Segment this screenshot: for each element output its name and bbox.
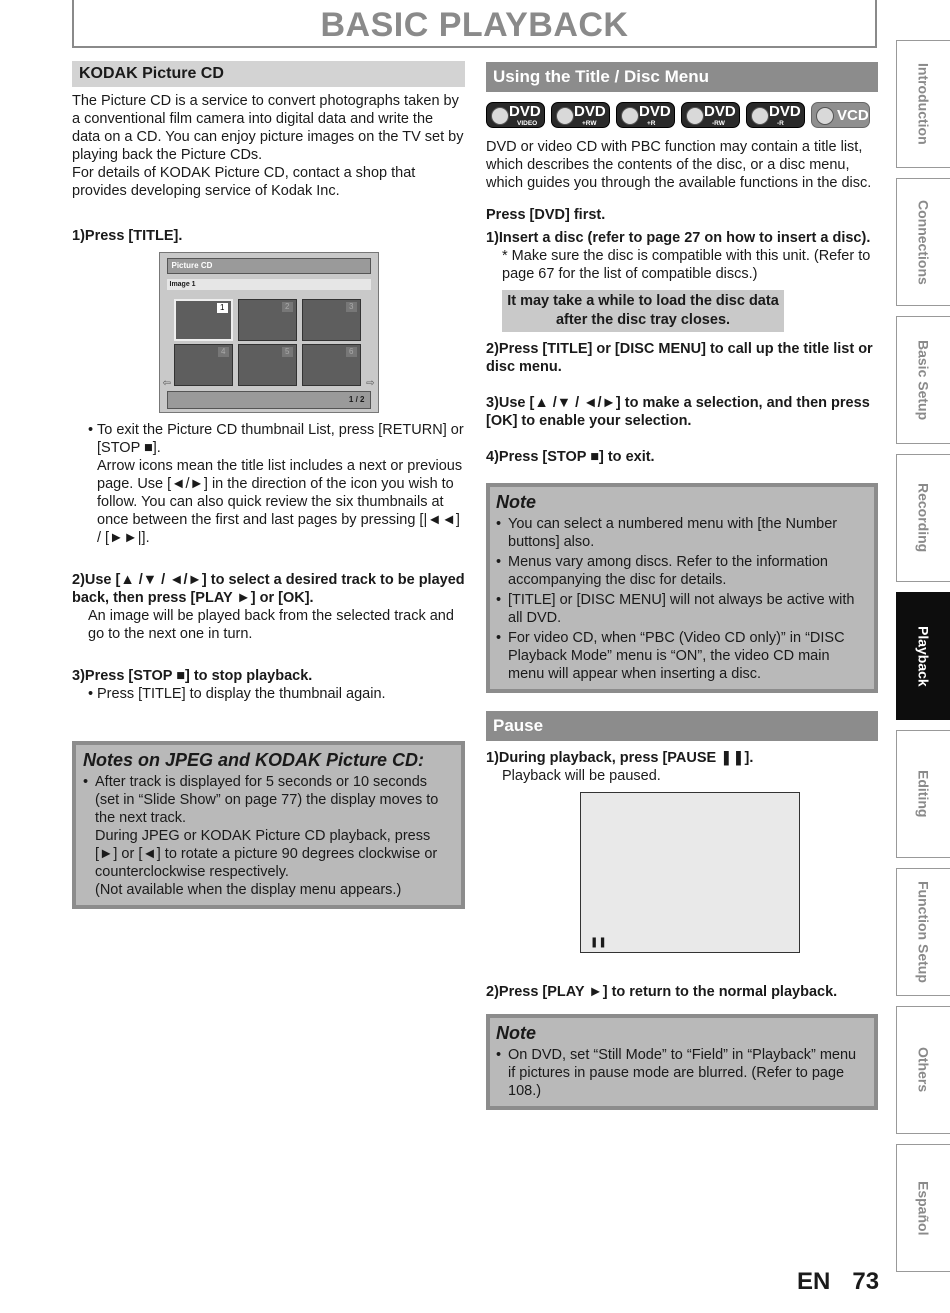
title-menu-note-4: • For video CD, when “PBC (Video CD only)” in “DISC Playback Mode” menu is “ON”, the video CD main menu will appear when inserting a disc. (496, 629, 866, 683)
disc-logo-row (486, 102, 878, 128)
pause-note-1: • On DVD, set “Still Mode” to “Field” in “Playback” menu if pictures in pause mode are blurred. (Refer to page 108.) (496, 1046, 866, 1100)
tab-basic-setup[interactable]: Basic Setup (896, 316, 950, 444)
title-menu-intro: DVD or video CD with PBC function may contain a title list, which describes the contents of the disc, or a disc menu, which guides you through the available functions in the disc. (486, 139, 872, 191)
tab-others[interactable]: Others (896, 1006, 950, 1134)
title-menu-note-1: • You can select a numbered menu with [the Number buttons] also. (496, 515, 866, 551)
title-menu-note-title: Note (496, 492, 536, 512)
title-menu-step-2: 2)Press [TITLE] or [DISC MENU] to call up the title list or disc menu. (486, 341, 873, 375)
kodak-heading: KODAK Picture CD (72, 61, 465, 87)
kodak-step-1: 1)Press [TITLE]. (72, 228, 183, 244)
pause-heading: Pause (486, 711, 878, 741)
page-number: 73 (852, 1268, 880, 1295)
arrow-right-icon[interactable]: ⇨ (366, 378, 375, 389)
tab-connections[interactable]: Connections (896, 178, 950, 306)
kodak-intro-2: For details of KODAK Picture CD, contact a shop that provides developing service of Kodak Inc. (72, 165, 416, 199)
thumbnail[interactable]: 3 (302, 299, 361, 341)
dvd-minus-rw-logo-icon: DVD -RW (681, 102, 740, 128)
screen-image-label: Image 1 (167, 279, 371, 290)
thumbnail[interactable]: 5 (238, 344, 297, 386)
kodak-step-3: 3)Press [STOP ■] to stop playback. (72, 668, 313, 684)
title-menu-heading: Using the Title / Disc Menu (486, 62, 878, 92)
pause-note-box (486, 1014, 878, 1110)
notes-jpeg-item (83, 773, 453, 899)
title-menu-step-1: 1)Insert a disc (refer to page 27 on how to insert a disc). (486, 230, 871, 246)
thumbnail[interactable]: 6 (302, 344, 361, 386)
tab-recording[interactable]: Recording (896, 454, 950, 582)
pause-step-1-desc: Playback will be paused. (502, 768, 661, 784)
picture-cd-screen (159, 252, 379, 413)
screen-page-indicator: 1 / 2 (167, 391, 371, 409)
load-callout: It may take a while to load the disc data after the disc tray closes. (502, 290, 784, 332)
arrow-left-icon[interactable]: ⇦ (162, 378, 171, 389)
screen-title-bar: Picture CD (167, 258, 371, 274)
pause-icon: ❚❚ (590, 937, 607, 948)
dvd-video-logo-icon: DVD VIDEO (486, 102, 545, 128)
right-column (486, 62, 878, 1110)
title-menu-note-box (486, 483, 878, 693)
kodak-step-2-desc: An image will be played back from the selected track and go to the next one in turn. (88, 608, 454, 642)
page-footer (797, 1268, 879, 1296)
pause-step-1: 1)During playback, press [PAUSE ❚❚]. (486, 750, 754, 766)
thumbnail[interactable]: 1 (174, 299, 233, 341)
pause-note-title: Note (496, 1023, 536, 1043)
title-menu-note-3: • [TITLE] or [DISC MENU] will not always be active with all DVD. (496, 591, 866, 627)
thumbnail[interactable]: 2 (238, 299, 297, 341)
pause-step-2: 2)Press [PLAY ►] to return to the normal playback. (486, 984, 838, 1000)
footer-language: EN (797, 1268, 831, 1295)
thumbnail[interactable]: 4 (174, 344, 233, 386)
kodak-intro-1: The Picture CD is a service to convert photographs taken by a conventional film camera into digital data and write the data on a CD. You can enjoy picture images on the TV set by playing back the Picture CDs. (72, 93, 464, 163)
title-menu-step-1-note: * Make sure the disc is compatible with this unit. (Refer to page 67 for the list of compatible discs.) (502, 248, 871, 282)
left-column (72, 61, 465, 909)
notes-jpeg-item-2: During JPEG or KODAK Picture CD playback, press [►] or [◄] to rotate a picture 90 degrees clockwise or counterclockwise respectively. (95, 828, 438, 880)
kodak-step-2: 2)Use [▲ /▼ / ◄/►] to select a desired track to be played back, then press [PLAY ►] or [OK]. (72, 572, 465, 606)
kodak-bullet-1-text: • To exit the Picture CD thumbnail List, press [RETURN] or [STOP ■]. (97, 422, 464, 456)
tab-espanol[interactable]: Español (896, 1144, 950, 1272)
press-dvd-first: Press [DVD] first. (486, 207, 606, 223)
kodak-bullet-1 (72, 421, 465, 547)
title-menu-step-4: 4)Press [STOP ■] to exit. (486, 449, 655, 465)
dvd-minus-r-logo-icon: DVD -R (746, 102, 805, 128)
notes-jpeg-box (72, 741, 465, 909)
header-box (72, 0, 877, 48)
page-title: BASIC PLAYBACK (320, 6, 629, 44)
tab-introduction[interactable]: Introduction (896, 40, 950, 168)
vcd-logo-icon: VCD (811, 102, 870, 128)
notes-jpeg-item-1: • After track is displayed for 5 seconds or 10 seconds (set in “Slide Show” on page 77) the display moves to the next track. (95, 774, 439, 826)
kodak-bullet-1-detail: Arrow icons mean the title list includes a next or previous page. Use [◄/►] in the direction of the icon you wish to follow. You can also quick review the six thumbnails at once between the first and last pages by pressing [|◄◄] / [►►|]. (97, 458, 463, 546)
notes-jpeg-title: Notes on JPEG and KODAK Picture CD: (83, 750, 425, 770)
title-menu-step-3: 3)Use [▲ /▼ / ◄/►] to make a selection, and then press [OK] to enable your selection. (486, 395, 870, 429)
pause-screen (580, 792, 800, 953)
tab-editing[interactable]: Editing (896, 730, 950, 858)
tab-function-setup[interactable]: Function Setup (896, 868, 950, 996)
notes-jpeg-item-3: (Not available when the display menu appears.) (95, 882, 402, 898)
dvd-plus-r-logo-icon: DVD +R (616, 102, 675, 128)
title-menu-note-2: • Menus vary among discs. Refer to the information accompanying the disc for details. (496, 553, 866, 589)
kodak-step-3-bullet: • Press [TITLE] to display the thumbnail again. (72, 685, 465, 703)
dvd-plus-rw-logo-icon: DVD +RW (551, 102, 610, 128)
tab-playback[interactable]: Playback (896, 592, 950, 720)
